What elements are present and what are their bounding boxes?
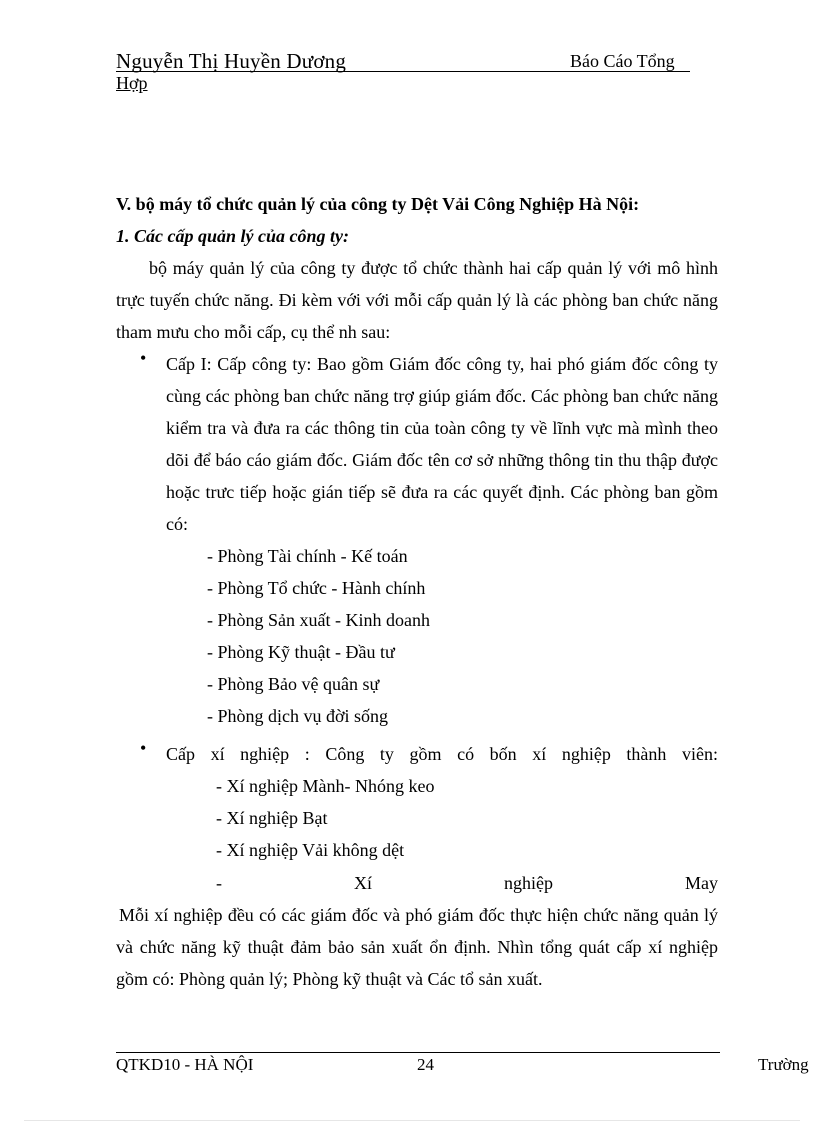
list-item: - Xí nghiệp Mành- Nhóng keo [216,776,435,796]
last-plant-word: - [216,873,222,893]
plant-list-last-item [216,867,718,899]
list-item: - Xí nghiệp Vải không dệt [216,840,405,860]
list-item: - Phòng Tổ chức - Hành chính [207,578,426,598]
bullet-level-2: • [140,738,147,758]
list-item: - Phòng Bảo vệ quân sự [207,674,380,694]
list-item: - Phòng Tài chính - Kế toán [207,546,408,566]
intro-paragraph [116,252,718,348]
last-plant-word: nghiệp [504,873,553,893]
page-bottom-edge [24,1120,800,1121]
department-list [207,540,430,732]
footer-divider [116,1052,720,1053]
header-divider [116,71,690,72]
bullet-level-1: • [140,348,147,368]
header-report-title: Báo Cáo Tổng [570,51,675,71]
plant-list [216,770,434,866]
closing-paragraph [116,899,718,995]
list-item: - Xí nghiệp Bạt [216,808,328,828]
closing-text: Mỗi xí nghiệp đều có các giám đốc và phó giám đốc thực hiện chức năng quản lý và chức năng kỹ thuật đảm bảo sản xuất ổn định. Nhìn tổng quát cấp xí nghiệp gồm có: Phòng quản lý; Phòng kỹ thuật và Các tổ sản xuất. [116,905,718,989]
list-item: - Phòng Sản xuất - Kinh doanh [207,610,430,630]
level-2-paragraph: Cấp xí nghiệp : Công ty gồm có bốn xí nghiệp thành viên: [166,744,718,764]
section-heading: V. bộ máy tổ chức quản lý của công ty Dệt Vải Công Nghiệp Hà Nội: [116,194,640,214]
last-plant-word: Xí [354,873,372,893]
list-item: - Phòng dịch vụ đời sống [207,706,389,726]
last-plant-word: May [685,873,718,893]
sub-heading: 1. Các cấp quản lý của công ty: [116,226,349,246]
page-number: 24 [417,1055,434,1074]
header-author: Nguyễn Thị Huyền Dương [116,49,347,73]
level-1-paragraph: Cấp I: Cấp công ty: Bao gồm Giám đốc công ty, hai phó giám đốc công ty cùng các phòng ban chức năng trợ giúp giám đốc. Các phòng ban chức năng kiểm tra và đưa ra các thông tin của toàn công ty về lĩnh vực mà mình theo dõi để báo cáo giám đốc. Giám đốc tên cơ sở những thông tin thu thập được hoặc trưc tiếp hoặc gián tiếp sẽ đưa ra các quyết định. Các phòng ban gồm có: [166,354,718,534]
footer-school: Trường [758,1055,809,1074]
header-report-title-continued: Hợp [116,73,148,93]
list-item: - Phòng Kỹ thuật - Đầu tư [207,642,395,662]
intro-text: bộ máy quản lý của công ty được tổ chức thành hai cấp quản lý với mô hình trực tuyến chức năng. Đi kèm với với mỗi cấp quản lý là các phòng ban chức năng tham mưu cho mỗi cấp, cụ thể nh sau: [116,258,718,342]
footer-class-label: QTKD10 - HÀ NỘI [116,1055,254,1074]
